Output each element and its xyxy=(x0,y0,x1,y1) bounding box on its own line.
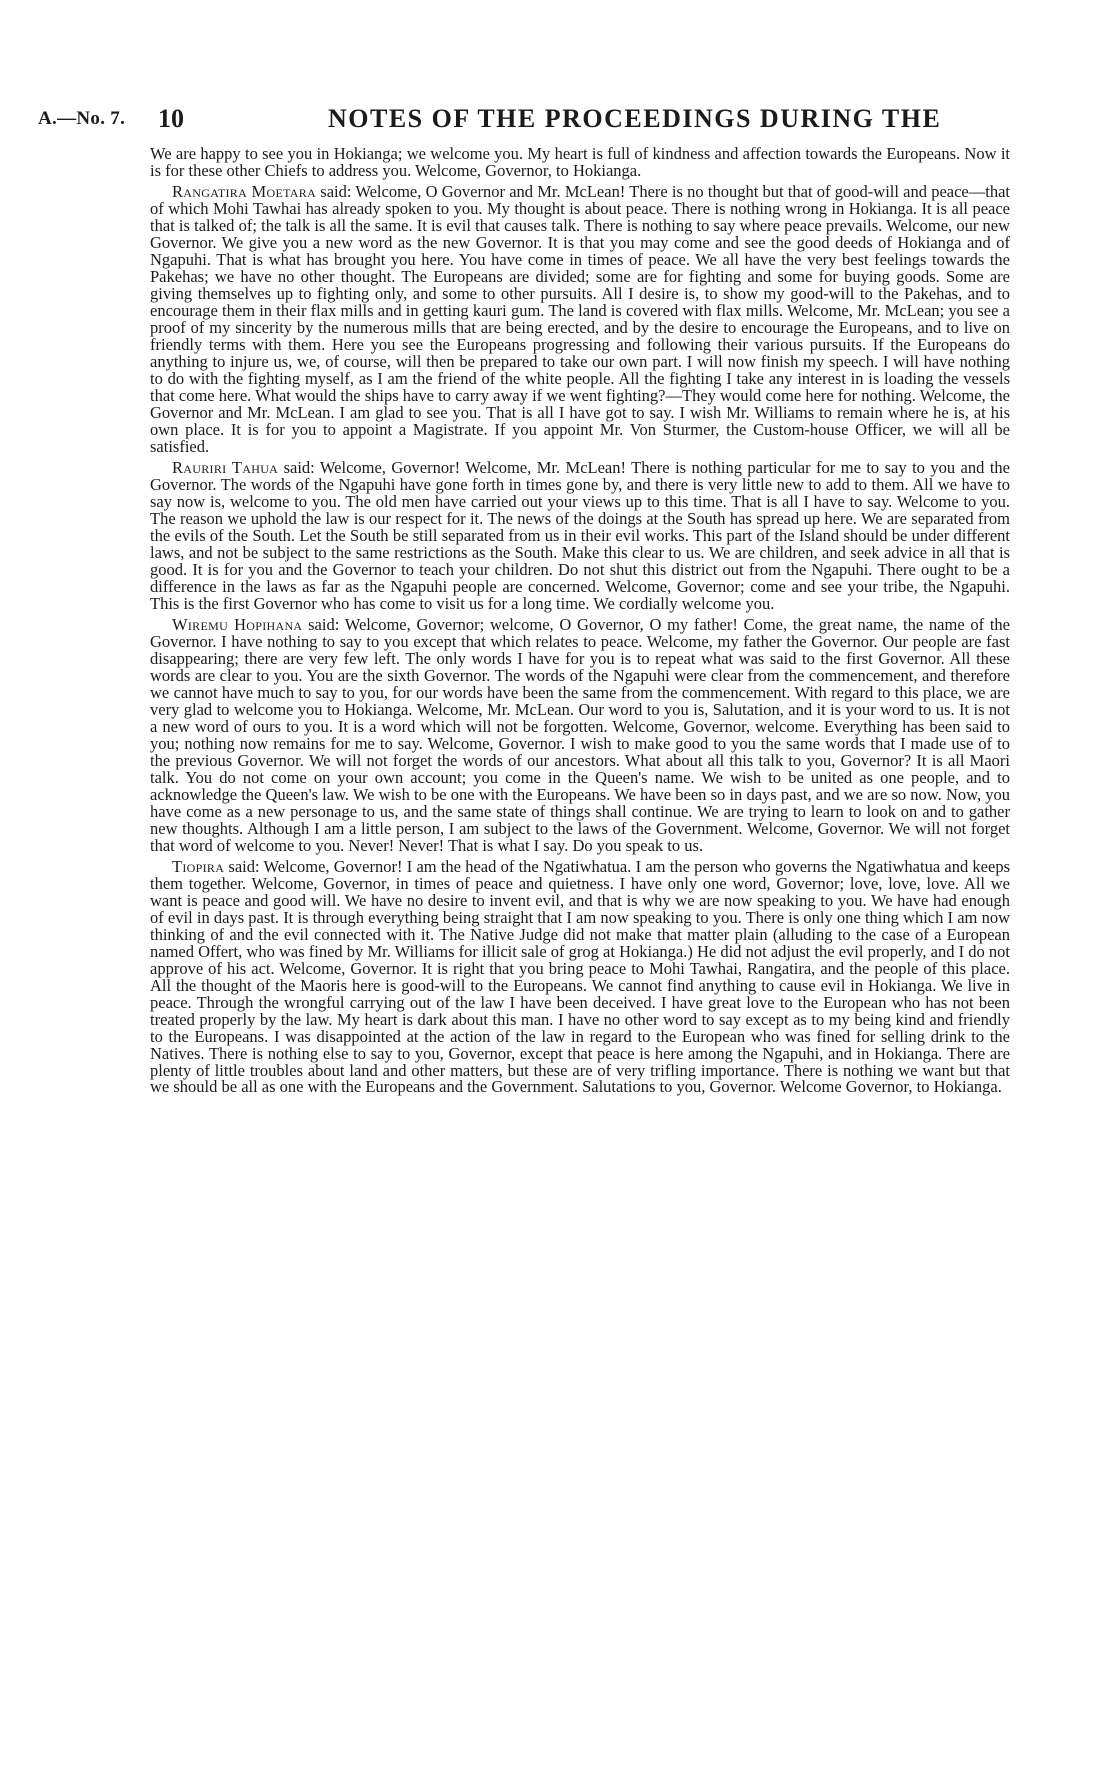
paragraph xyxy=(150,146,1010,180)
paragraph-text: said: Welcome, Governor! Welcome, Mr. McLean! There is nothing particular for me to say to you and the Governor. The words of the Ngapuhi have gone forth in times gone by, and there is very little new to add to them. All we have to say now is, welcome to you. The old men have carried out your views up to this time. That is all I have to say. Welcome to you. The reason we uphold the law is our respect for it. The news of the doings at the South has spread up here. We are separated from the evils of the South. Let the South be still separated from us in their evil works. This part of the Island should be under different laws, and not be subject to the same restrictions as the South. Make this clear to us. We are children, and seek advice in all that is good. It is for you and the Governor to teach your children. Do not shut this district out from the Ngapuhi. There ought to be a difference in the laws as far as the Ngapuhi people are concerned. Welcome, Governor; come and see your tribe, the Ngapuhi. This is the first Governor who has come to visit us for a long time. We cordially welcome you. xyxy=(150,458,1010,613)
running-title: NOTES OF THE PROCEEDINGS DURING THE xyxy=(328,104,942,133)
document-reference: A.—No. 7. xyxy=(38,108,126,129)
speaker-name: Rangatira Moetara xyxy=(172,182,317,202)
paragraph xyxy=(150,184,1010,455)
body-text xyxy=(150,146,1010,1101)
speaker-name: Tiopira xyxy=(172,857,225,877)
paragraph xyxy=(150,617,1010,854)
paragraph-text: said: Welcome, Governor! I am the head of the Ngatiwhatua. I am the person who governs the Ngatiwhatua and keeps them together. Welcome, Governor, in times of peace and quietness. I have only one word, Governor; love, love, love. All we want is peace and good will. We have no desire to invent evil, and that is why we are now speaking to you. We have had enough of evil in days past. It is through everything being straight that I am now speaking to you. There is only one thing which I am now thinking of and the evil connected with it. The Native Judge did not make that matter plain (alluding to the case of a European named Offert, who was fined by Mr. Williams for illicit sale of grog at Hokianga.) He did not adjust the evil properly, and I do not approve of his act. Welcome, Governor. It is right that you bring peace to Mohi Tawhai, Rangatira, and the people of this place. All the thought of the Maoris here is good-will to the Europeans. We cannot find anything to cause evil in Hokianga. We live in peace. Through the wrongful carrying out of the law I have been deceived. I have great love to the European who has not been treated properly by the law. My heart is dark about this man. I have no other word to say except as to my being kind and friendly to the Europeans. I was disappointed at the action of the law in regard to the European who was fined for selling drink to the Natives. There is nothing else to say to you, Governor, except that peace is here among the Ngapuhi, and in Hokianga. There are plenty of little troubles about land and other matters, but these are of very trifling importance. There is nothing we want but that we should be all as one with the Europeans and the Government. Salutations to you, Governor. Welcome Governor, to Hokianga. xyxy=(150,857,1010,1097)
page-number: 10 xyxy=(158,104,184,133)
paragraph-text: said: Welcome, O Governor and Mr. McLean! There is no thought but that of good-will and peace—that of which Mohi Tawhai has already spoken to you. My thought is about peace. There is nothing wrong in Hokianga. It is all peace that is talked of; the talk is all the same. It is evil that causes talk. There is nothing to say where peace prevails. Welcome, our new Governor. We give you a new word as the new Governor. It is that you may come and see the good deeds of Hokianga and of Ngapuhi. That is what has brought you here. You have come in times of peace. We all have the very best feelings towards the Pakehas; we have no other thought. The Europeans are divided; some are for fighting and some for buying goods. Some are giving themselves up to fighting only, and some to other pursuits. All I desire is, to show my good-will to the Pakehas, and to encourage them in their flax mills and in getting kauri gum. The land is covered with flax mills. Welcome, Mr. McLean; you see a proof of my sincerity by the numerous mills that are being erected, and by the desire to encourage the Europeans, and to live on friendly terms with them. Here you see the Europeans progressing and following their various pursuits. If the Europeans do anything to injure us, we, of course, will then be prepared to take our own part. I will now finish my speech. I will have nothing to do with the fighting myself, as I am the friend of the white people. All the fighting I take any interest in is loading the vessels that come here. What would the ships have to carry away if we went fighting?—They would come here for nothing. Welcome, the Governor and Mr. McLean. I am glad to see you. That is all I have got to say. I wish Mr. Williams to remain where he is, at his own place. It is for you to appoint a Magistrate. If you appoint Mr. Von Sturmer, the Custom-house Officer, we will all be satisfied. xyxy=(150,182,1011,456)
paragraph-text: said: Welcome, Governor; welcome, O Governor, O my father! Come, the great name, the name of the Governor. I have nothing to say to you except that which relates to peace. Welcome, my father the Governor. Our people are fast disappearing; there are very few left. The only words I have for you is to repeat what was said to the first Governor. All these words are clear to you. You are the sixth Governor. The words of the Ngapuhi were clear from the commencement, and therefore we cannot have much to say to you, for our words have been the same from the commencement. With regard to this place, we are very glad to welcome you to Hokianga. Welcome, Mr. McLean. Our word to you is, Salutation, and it is your word to us. It is not a new word of ours to you. It is a word which will not be forgotten. Welcome, Governor, welcome. Everything has been said to you; nothing now remains for me to say. Welcome, Governor. I wish to make good to you the same words that I made use of to the previous Governor. We will not forget the words of our ancestors. What about all this talk to you, Governor? It is all Maori talk. You do not come on your own account; you come in the Queen's name. We wish to be united as one people, and to acknowledge the Queen's law. We wish to be one with the Europeans. We have been so in days past, and we are so now. Now, you have come as a new personage to us, and the same state of things shall continue. We are trying to learn to look on and to gather new thoughts. Although I am a little person, I am subject to the laws of the Government. Welcome, Governor. We will not forget that word of welcome to you. Never! Never! That is what I say. Do you speak to us. xyxy=(150,615,1010,855)
page-header xyxy=(38,104,1038,138)
paragraph-text: We are happy to see you in Hokianga; we welcome you. My heart is full of kindness and affection towards the Europeans. Now it is for these other Chiefs to address you. Welcome, Governor, to Hokianga. xyxy=(150,144,1010,180)
paragraph xyxy=(150,859,1010,1096)
speaker-name: Rauriri Tahua xyxy=(172,458,279,478)
speaker-name: Wiremu Hopihana xyxy=(172,615,303,635)
paragraph xyxy=(150,460,1010,613)
